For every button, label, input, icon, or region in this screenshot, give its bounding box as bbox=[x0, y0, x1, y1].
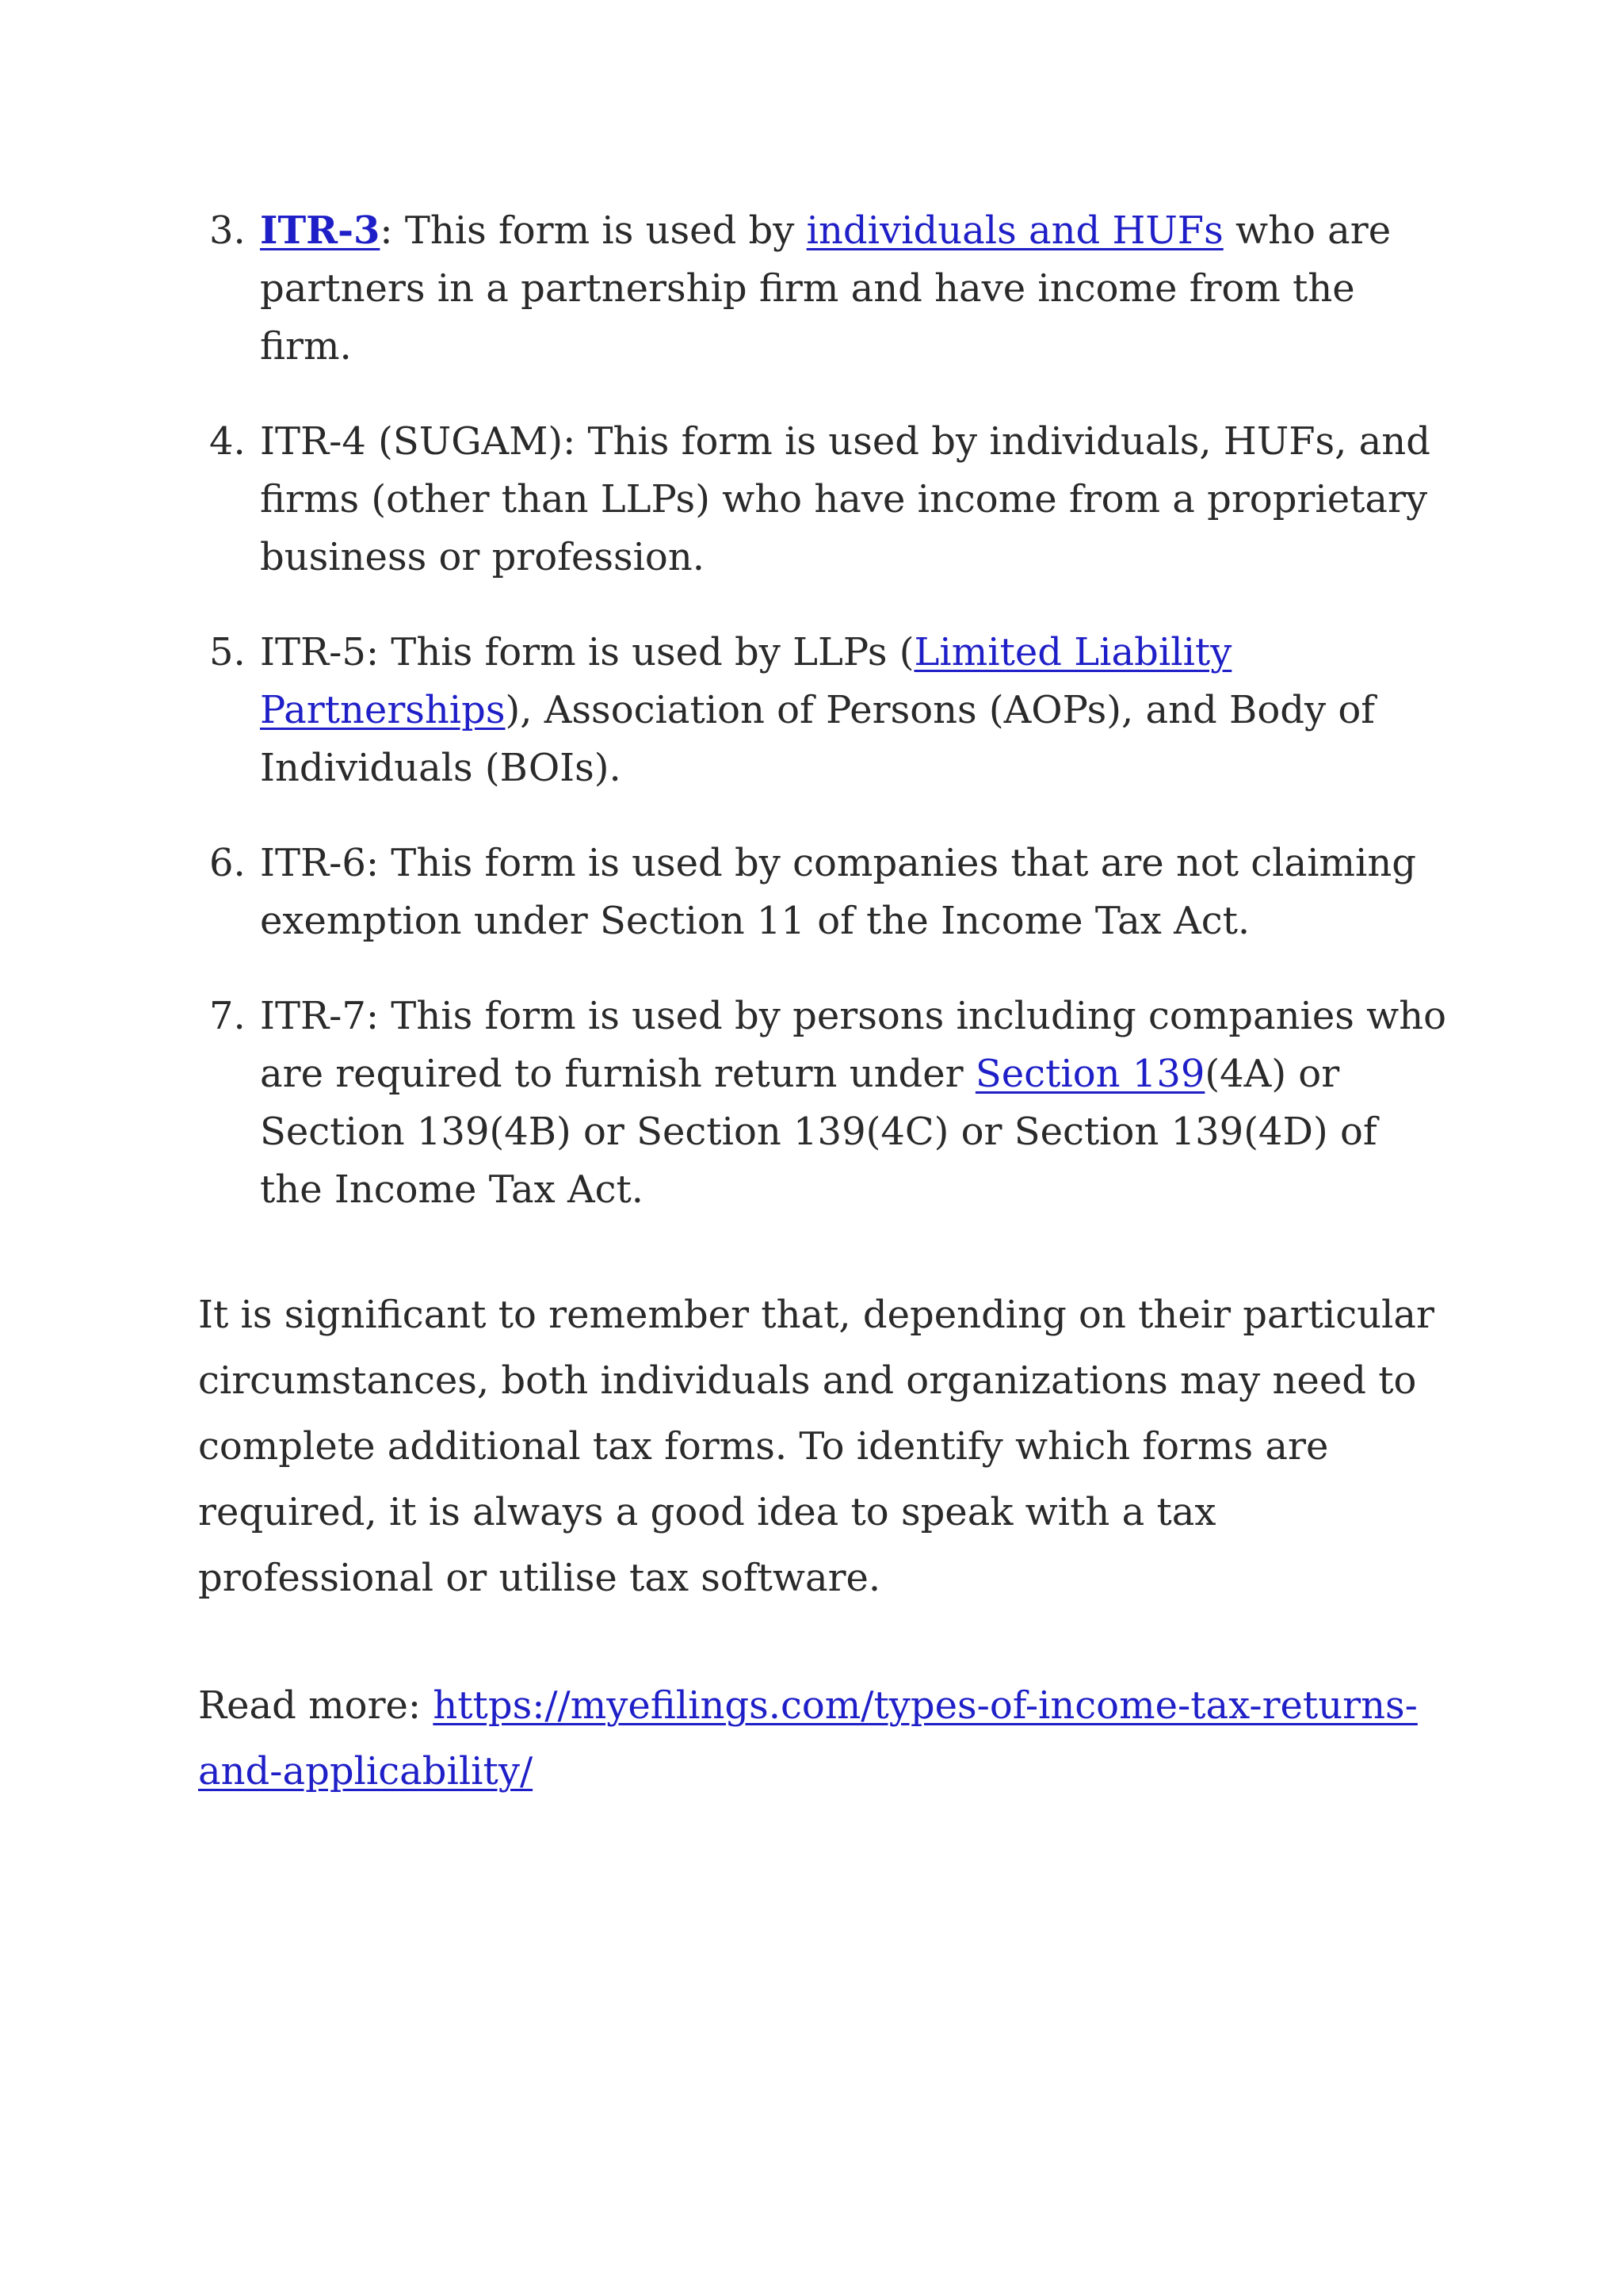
read-more-label: Read more: bbox=[198, 1683, 433, 1728]
list-item-text: ITR-5: This form is used by LLPs ( bbox=[260, 630, 915, 674]
itr-3-link[interactable]: ITR-3 bbox=[260, 208, 380, 253]
list-item-text: : This form is used by bbox=[380, 208, 807, 253]
list-number: 7. bbox=[209, 994, 246, 1038]
list-item-text: ITR-4 (SUGAM): This form is used by individuals, HUFs, and firms (other than LLPs) who have income from a proprietary business or profession. bbox=[260, 419, 1430, 579]
list-item-itr-5 bbox=[198, 624, 1450, 797]
list-number: 5. bbox=[209, 630, 246, 674]
list-number: 4. bbox=[209, 419, 246, 464]
list-item-itr-4 bbox=[198, 413, 1450, 586]
limited-liability-partnerships-link[interactable]: Limited Liability Partnerships bbox=[260, 630, 1232, 732]
read-more-link[interactable]: https://myefilings.com/types-of-income-tax-returns-and-applicability/ bbox=[198, 1683, 1418, 1794]
individuals-and-hufs-link[interactable]: individuals and HUFs bbox=[806, 208, 1224, 253]
summary-paragraph: It is significant to remember that, depending on their particular circumstances, both individuals and organizations may need to complete additional tax forms. To identify which forms are required, it is always a good idea to speak with a tax professional or utilise tax software. bbox=[198, 1293, 1434, 1600]
list-number: 6. bbox=[209, 841, 246, 885]
list-item-text: who are partners in a partnership firm and have income from the firm. bbox=[260, 208, 1392, 369]
list-item-text: ), Association of Persons (AOPs), and Body of Individuals (BOIs). bbox=[260, 688, 1375, 790]
itr-form-list bbox=[198, 202, 1450, 1219]
document-page bbox=[198, 202, 1450, 1805]
list-item-itr-7 bbox=[198, 988, 1450, 1219]
list-item-text: ITR-7: This form is used by persons including companies who are required to furnish return under bbox=[260, 994, 1447, 1096]
read-more-paragraph bbox=[198, 1673, 1450, 1805]
list-item-itr-3 bbox=[198, 202, 1450, 376]
list-number: 3. bbox=[209, 208, 246, 253]
list-item-text: (4A) or Section 139(4B) or Section 139(4C) or Section 139(4D) of the Income Tax Act. bbox=[260, 1052, 1377, 1212]
section-139-link[interactable]: Section 139 bbox=[975, 1052, 1205, 1096]
list-item-text: ITR-6: This form is used by companies that are not claiming exemption under Section 11 of the Income Tax Act. bbox=[260, 841, 1417, 943]
list-item-itr-6 bbox=[198, 835, 1450, 950]
